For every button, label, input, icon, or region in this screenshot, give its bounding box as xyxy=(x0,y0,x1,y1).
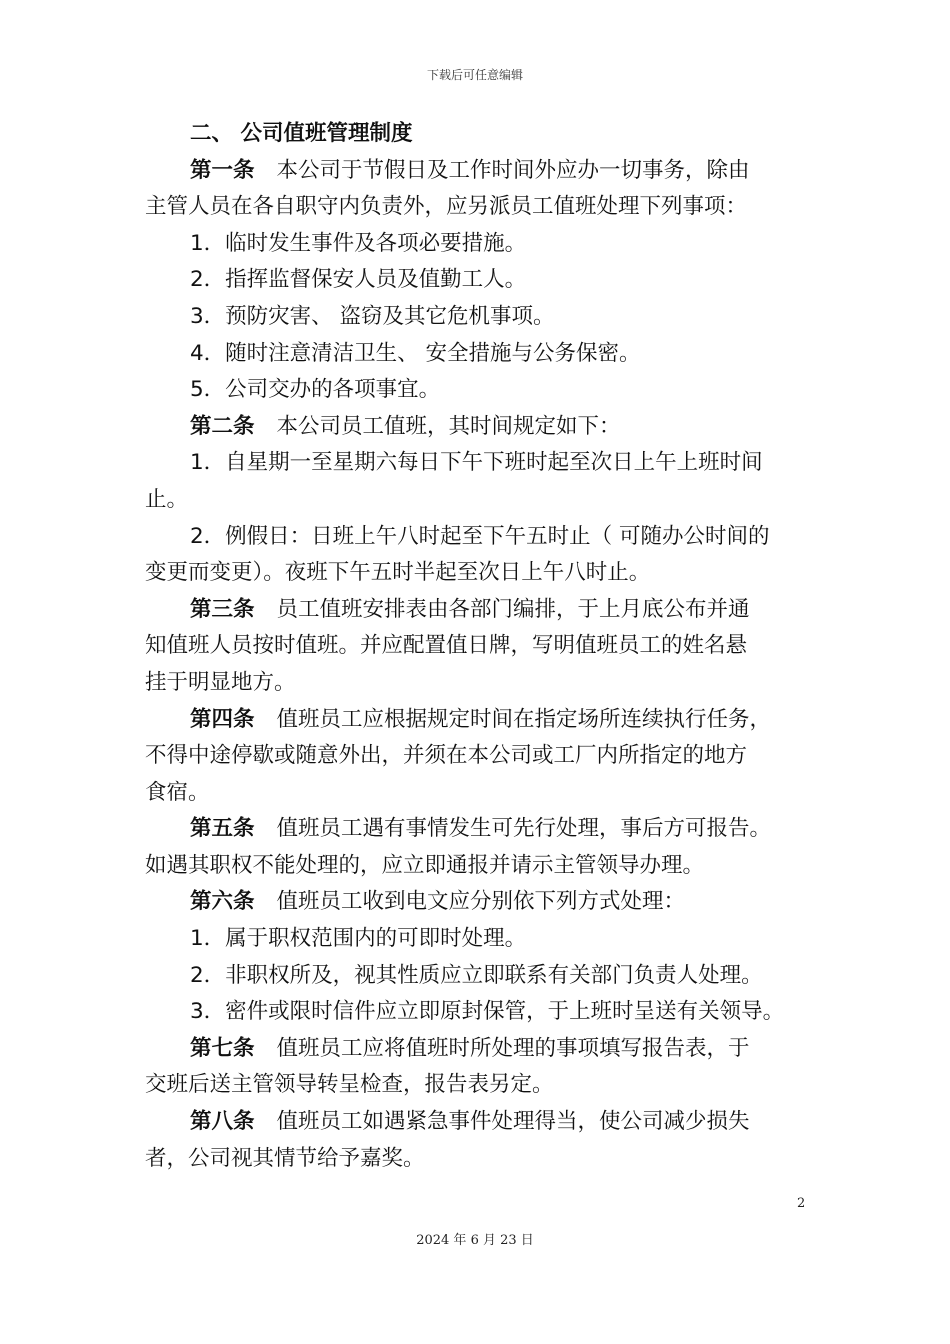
document-body xyxy=(145,116,825,1177)
article-4-line-2: 不得中途停歇或随意外出，并须在本公司或工厂内所指定的地方 xyxy=(145,743,748,769)
article-1-line-2: 主管人员在各自职守内负责外，应另派员工值班处理下列事项： xyxy=(145,194,748,220)
article-7-line-1 xyxy=(145,1031,825,1068)
article-1-item-4: 4．随时注意清洁卫生、 安全措施与公务保密。 xyxy=(190,340,641,366)
article-5-line-1 xyxy=(145,811,825,848)
article-label: 第八条 xyxy=(190,1109,255,1135)
article-text: 本公司于节假日及工作时间外应办一切事务，除由 xyxy=(276,157,750,183)
article-4-line-3: 食宿。 xyxy=(145,779,210,805)
page-number: 2 xyxy=(797,1196,806,1211)
article-2-item-1a: 1．自星期一至星期六每日下午下班时起至次日上午上班时间 xyxy=(190,450,763,476)
article-3-line-3: 挂于明显地方。 xyxy=(145,669,296,695)
article-8-line-2: 者，公司视其情节给予嘉奖。 xyxy=(145,1145,425,1171)
article-text: 本公司员工值班，其时间规定如下： xyxy=(276,413,621,439)
article-2-item-2a: 2．例假日：日班上午八时起至下午五时止（ 可随办公时间的 xyxy=(190,523,770,549)
article-3-line-1 xyxy=(145,592,825,629)
article-6-item-3: 3．密件或限时信件应立即原封保管，于上班时呈送有关领导。 xyxy=(190,999,785,1025)
article-2-line-1 xyxy=(145,409,825,446)
article-label: 第五条 xyxy=(190,816,255,842)
article-6-line-1 xyxy=(145,884,825,921)
article-6-item-1: 1．属于职权范围内的可即时处理。 xyxy=(190,926,527,952)
article-label: 第七条 xyxy=(190,1035,255,1061)
article-4-line-1 xyxy=(145,702,825,739)
article-label: 第一条 xyxy=(190,157,255,183)
article-label: 第六条 xyxy=(190,889,255,915)
article-label: 第三条 xyxy=(190,596,255,622)
article-1-item-2: 2．指挥监督保安人员及值勤工人。 xyxy=(190,267,527,293)
header-note: 下载后可任意编辑 xyxy=(426,68,523,82)
page-date: 2024 年 6 月 23 日 xyxy=(416,1233,534,1248)
article-text: 值班员工应将值班时所处理的事项填写报告表，于 xyxy=(276,1035,750,1061)
article-label: 第四条 xyxy=(190,706,255,732)
article-6-item-2: 2．非职权所及，视其性质应立即联系有关部门负责人处理。 xyxy=(190,962,763,988)
article-label: 第二条 xyxy=(190,413,255,439)
article-text: 值班员工收到电文应分别依下列方式处理： xyxy=(276,889,686,915)
article-2-item-2b: 变更而变更）。夜班下午五时半起至次日上午八时止。 xyxy=(145,560,651,586)
article-7-line-2: 交班后送主管领导转呈检查，报告表另定。 xyxy=(145,1072,554,1098)
article-1-line-1 xyxy=(145,153,825,190)
article-8-line-1 xyxy=(145,1104,825,1141)
section-title: 二、 公司值班管理制度 xyxy=(190,121,413,146)
article-3-line-2: 知值班人员按时值班。并应配置值日牌，写明值班员工的姓名悬 xyxy=(145,633,748,659)
article-text: 值班员工应根据规定时间在指定场所连续执行任务， xyxy=(276,706,772,732)
article-text: 值班员工如遇紧急事件处理得当，使公司减少损失 xyxy=(276,1109,750,1135)
article-1-item-3: 3．预防灾害、 盗窃及其它危机事项。 xyxy=(190,303,555,329)
article-text: 员工值班安排表由各部门编排，于上月底公布并通 xyxy=(276,596,750,622)
article-2-item-1b: 止。 xyxy=(145,486,189,512)
article-1-item-5: 5．公司交办的各项事宜。 xyxy=(190,377,441,403)
article-text: 值班员工遇有事情发生可先行处理，事后方可报告。 xyxy=(276,816,772,842)
article-1-item-1: 1．临时发生事件及各项必要措施。 xyxy=(190,230,527,256)
article-5-line-2: 如遇其职权不能处理的，应立即通报并请示主管领导办理。 xyxy=(145,852,705,878)
